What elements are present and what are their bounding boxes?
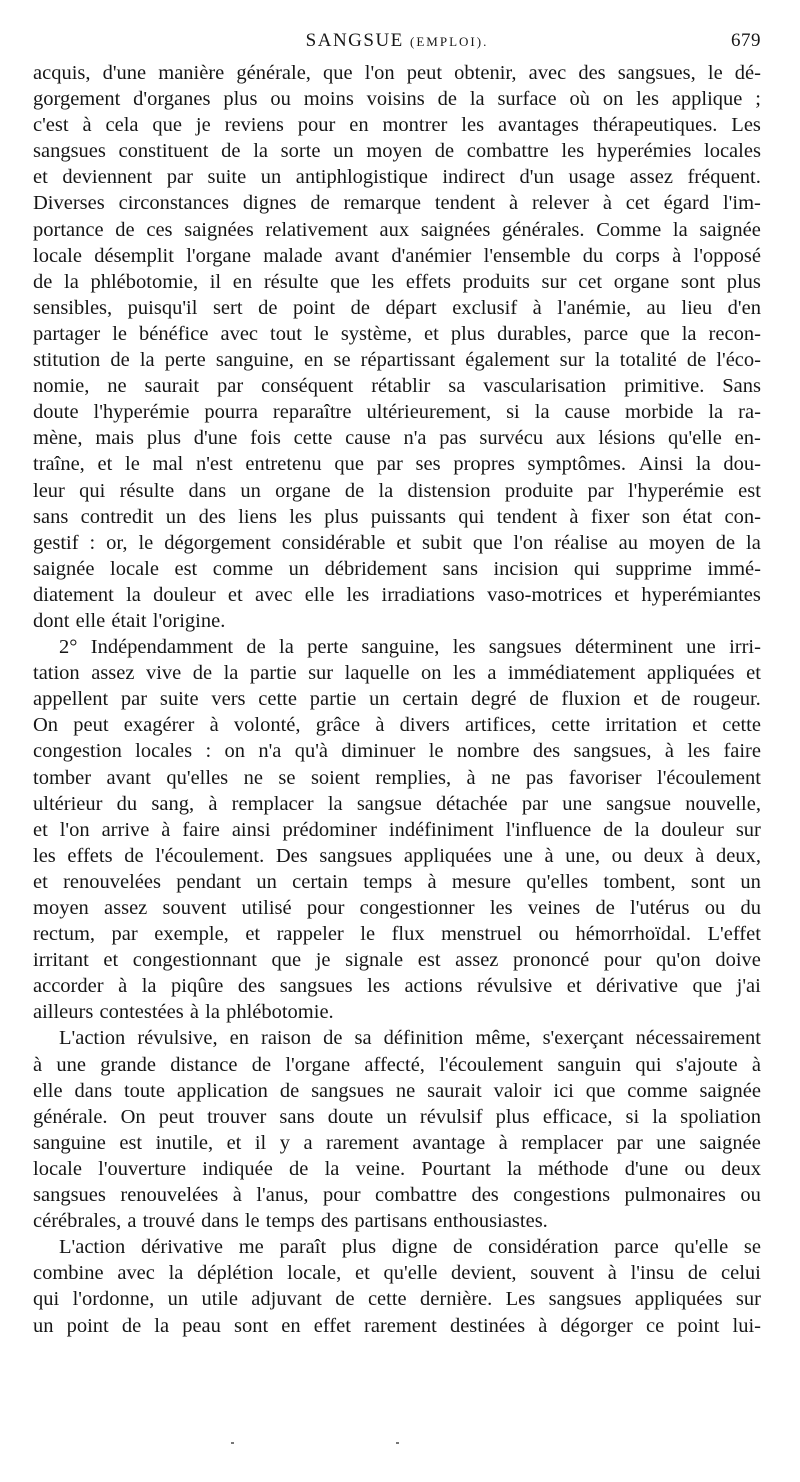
text-line: Diverses circonstances dignes de remarque tendent à relever à cet égard l'im-	[33, 192, 761, 215]
text-line: à une grande distance de l'organe affecté, l'écoulement sanguin qui s'ajoute à	[33, 1053, 761, 1076]
text-line: moyen assez souvent utilisé pour congestionner les veines de l'utérus ou du	[33, 897, 761, 919]
text-line: partager le bénéfice avec tout le système, et plus durables, parce que la recon-	[33, 322, 761, 345]
text-line: sangsues constituent de la sorte un moyen de combattre les hyperémies locales	[33, 140, 761, 163]
text-line: dont elle était l'origine.	[33, 609, 226, 632]
text-line: accorder à la piqûre des sangsues les actions révulsive et dérivative que j'ai	[33, 975, 761, 998]
text-line: les effets de l'écoulement. Des sangsues appliquées une à une, ou deux à deux,	[33, 844, 761, 867]
text-line: locale l'ouverture indiquée de la veine. Pourtant la méthode d'une ou deux	[33, 1157, 761, 1180]
running-head	[33, 26, 761, 60]
text-line: rectum, par exemple, et rappeler le flux menstruel ou hémorrhoïdal. L'effet	[33, 923, 761, 946]
text-line: nomie, ne saurait par conséquent rétablir sa vascularisation primitive. Sans	[33, 375, 761, 398]
text-line: cérébrales, a trouvé dans le temps des partisans enthousiastes.	[33, 1210, 548, 1233]
text-line: générale. On peut trouver sans doute un révulsif plus efficace, si la spoliation	[33, 1105, 761, 1128]
text-line: qui l'ordonne, un utile adjuvant de cette dernière. Les sangsues appliquées sur	[33, 1288, 761, 1311]
print-mark	[231, 1442, 234, 1444]
text-line: acquis, d'une manière générale, que l'on peut obtenir, avec des sangsues, le dé-	[33, 62, 761, 84]
text-line: sangsues renouvelées à l'anus, pour combattre des congestions pulmonaires ou	[33, 1184, 761, 1207]
text-line: sans contredit un des liens les plus puissants qui tendent à fixer son état con-	[33, 505, 761, 528]
text-line: tomber avant qu'elles ne se soient remplies, à ne pas favoriser l'écoulement	[33, 766, 761, 789]
text-line: sanguine est inutile, et il y a rarement avantage à remplacer par une saignée	[33, 1131, 761, 1154]
body-text	[33, 60, 761, 1339]
text-line: ultérieur du sang, à remplacer la sangsue détachée par une sangsue nouvelle,	[33, 792, 761, 815]
text-line: diatement la douleur et avec elle les irradiations vaso-motrices et hyperémiantes	[33, 583, 761, 606]
text-line: de la phlébotomie, il en résulte que les effets produits sur cet organe sont plus	[33, 270, 761, 293]
text-line: et deviennent par suite un antiphlogistique indirect d'un usage assez fréquent.	[33, 166, 761, 189]
text-line: appellent par suite vers cette partie un certain degré de fluxion et de rougeur.	[33, 688, 761, 711]
text-line: gorgement d'organes plus ou moins voisins de la surface où on les applique ;	[33, 88, 761, 111]
text-line: leur qui résulte dans un organe de la distension produite par l'hyperémie est	[33, 479, 761, 502]
text-line: combine avec la déplétion locale, et qu'elle devient, souvent à l'insu de celui	[33, 1262, 761, 1285]
text-line: locale désemplit l'organe malade avant d'anémier l'ensemble du corps à l'opposé	[33, 244, 761, 267]
page-number: 679	[731, 30, 761, 51]
running-title	[33, 30, 761, 52]
print-mark	[396, 1442, 399, 1444]
text-line: et l'on arrive à faire ainsi prédominer indéfiniment l'influence de la douleur sur	[33, 818, 761, 841]
text-line: gestif : or, le dégorgement considérable et subit que l'on réalise au moyen de la	[33, 531, 761, 554]
text-line: On peut exagérer à volonté, grâce à divers artifices, cette irritation et cette	[33, 714, 761, 737]
text-line: 2° Indépendamment de la perte sanguine, les sangsues déterminent une irri-	[59, 636, 761, 659]
book-page	[33, 26, 761, 1339]
text-line: doute l'hyperémie pourra reparaître ultérieurement, si la cause morbide la ra-	[33, 401, 761, 424]
text-line: c'est à cela que je reviens pour en montrer les avantages thérapeutiques. Les	[33, 114, 761, 137]
print-marks	[0, 1442, 800, 1452]
text-line: ailleurs contestées à la phlébotomie.	[33, 1001, 334, 1024]
text-line: portance de ces saignées relativement aux saignées générales. Comme la saignée	[33, 218, 761, 241]
text-line: un point de la peau sont en effet rarement destinées à dégorger ce point lui-	[33, 1314, 761, 1337]
text-line: congestion locales : on n'a qu'à diminuer le nombre des sangsues, à les faire	[33, 740, 761, 763]
text-line: et renouvelées pendant un certain temps à mesure qu'elles tombent, sont un	[33, 870, 761, 893]
text-line: elle dans toute application de sangsues ne saurait valoir ici que comme saignée	[33, 1079, 761, 1102]
text-line: mène, mais plus d'une fois cette cause n'a pas survécu aux lésions qu'elle en-	[33, 427, 761, 450]
text-line: sensibles, puisqu'il sert de point de départ exclusif à l'anémie, au lieu d'en	[33, 296, 761, 319]
text-line: traîne, et le mal n'est entretenu que par ses propres symptômes. Ainsi la dou-	[33, 453, 761, 476]
text-line: tation assez vive de la partie sur laquelle on les a immédiatement appliquées et	[33, 662, 761, 685]
header-subtitle: (EMPLOI).	[410, 34, 489, 49]
text-line: saignée locale est comme un débridement sans incision qui supprime immé-	[33, 557, 761, 580]
text-line: L'action dérivative me paraît plus digne de considération parce qu'elle se	[59, 1236, 761, 1259]
text-line: stitution de la perte sanguine, en se répartissant également sur la totalité de l'éco-	[33, 349, 761, 372]
text-line: irritant et congestionnant que je signale est assez prononcé pour qu'on doive	[33, 949, 761, 972]
header-title: SANGSUE	[305, 30, 404, 51]
text-line: L'action révulsive, en raison de sa définition même, s'exerçant nécessairement	[59, 1027, 761, 1050]
